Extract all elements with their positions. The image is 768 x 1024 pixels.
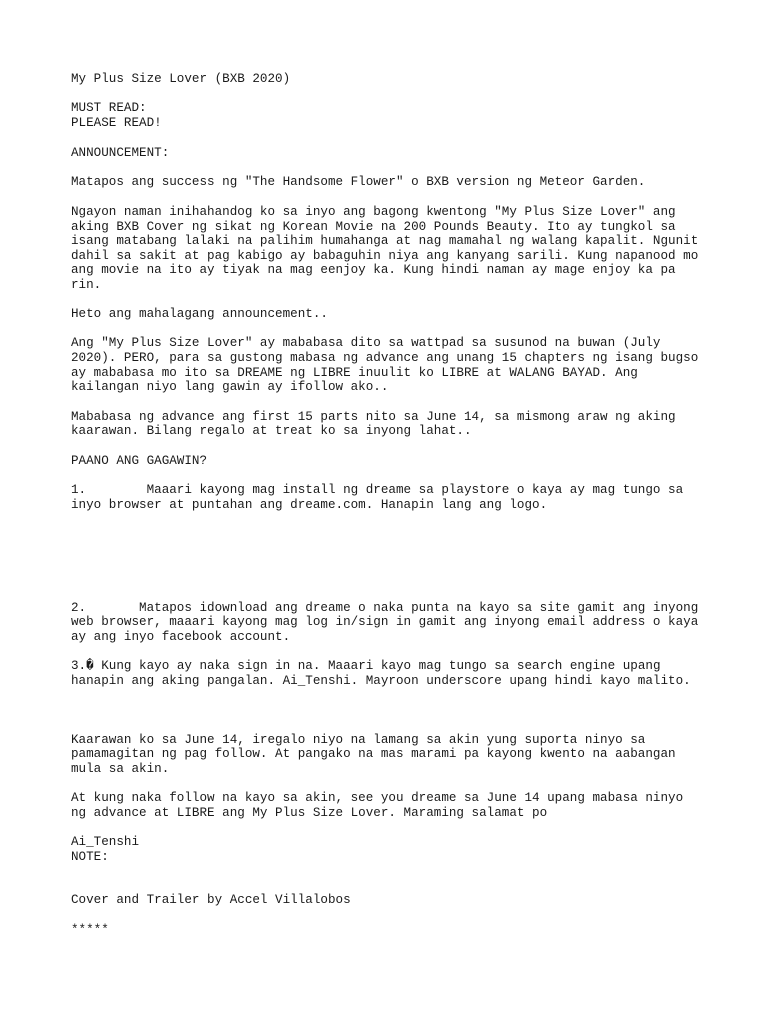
step-line: hanapin ang aking pangalan. Ai_Tenshi. Mayroon underscore upang hindi kayo malito. (71, 674, 691, 688)
paragraph-line: isang matabang lalaki na palihim humahanga at nag mamahal ng walang kapalit. Ngunit (71, 234, 699, 248)
paragraph-line: ng advance at LIBRE ang My Plus Size Lover. Maraming salamat po (71, 806, 548, 820)
note-label: NOTE: (71, 850, 109, 864)
paragraph-line: rin. (71, 278, 102, 292)
paragraph-line: ay mababasa mo ito sa DREAME ng LIBRE inuulit ko LIBRE at WALANG BAYAD. Ang (71, 366, 638, 380)
paragraph-line: Matapos ang success ng "The Handsome Flower" o BXB version ng Meteor Garden. (71, 175, 646, 189)
paragraph-line: 2020). PERO, para sa gustong mabasa ng advance ang unang 15 chapters ng isang bugso (71, 351, 699, 365)
paragraph-line: ang movie na ito ay tiyak na mag eenjoy ka. Kung hindi naman ay mage enjoy ka pa (71, 263, 676, 277)
paragraph-line: kaarawan. Bilang regalo at treat ko sa inyong lahat.. (71, 424, 472, 438)
author-signature: Ai_Tenshi (71, 835, 140, 849)
paragraph-line: Kaarawan ko sa June 14, iregalo niyo na lamang sa akin yung suporta ninyo sa (71, 733, 646, 747)
paragraph-line: pamamagitan ng pag follow. At pangako na mas marami pa kayong kwento na aabangan (71, 747, 676, 761)
paragraph-line: Ngayon naman inihahandog ko sa inyo ang bagong kwentong "My Plus Size Lover" ang (71, 205, 676, 219)
announcement-heading: ANNOUNCEMENT: (71, 146, 170, 160)
step-line: 3.� Kung kayo ay naka sign in na. Maaari kayo mag tungo sa search engine upang (71, 659, 661, 673)
paragraph-line: mula sa akin. (71, 762, 170, 776)
please-read-line: PLEASE READ! (71, 116, 162, 130)
paragraph-line: Mababasa ng advance ang first 15 parts nito sa June 14, sa mismong araw ng aking (71, 410, 676, 424)
step-line: inyo browser at puntahan ang dreame.com. Hanapin lang ang logo. (71, 498, 548, 512)
step-line: web browser, maaari kayong mag log in/sign in gamit ang inyong email address o kaya (71, 615, 699, 629)
step-line: ay ang inyo facebook account. (71, 630, 291, 644)
document-title: My Plus Size Lover (BXB 2020) (71, 72, 291, 86)
paragraph-line: Ang "My Plus Size Lover" ay mababasa dito sa wattpad sa susunod na buwan (July (71, 336, 661, 350)
paragraph-line: aking BXB Cover ng sikat ng Korean Movie na 200 Pounds Beauty. Ito ay tungkol sa (71, 220, 676, 234)
paragraph-line: dahil sa sakit at pag kabigo ay babaguhin niya ang kanyang sarili. Kung napanood mo (71, 249, 699, 263)
paano-heading: PAANO ANG GAGAWIN? (71, 454, 208, 468)
paragraph-line: At kung naka follow na kayo sa akin, see you dreame sa June 14 upang mabasa ninyo (71, 791, 684, 805)
must-read-line: MUST READ: (71, 101, 147, 115)
paragraph-line: kailangan niyo lang gawin ay ifollow ako.. (71, 380, 389, 394)
separator-line: ***** (71, 923, 109, 937)
step-line: 2. Matapos idownload ang dreame o naka punta na kayo sa site gamit ang inyong (71, 601, 699, 615)
step-line: 1. Maaari kayong mag install ng dreame sa playstore o kaya ay mag tungo sa (71, 483, 684, 497)
paragraph-line: Heto ang mahalagang announcement.. (71, 307, 328, 321)
credits-line: Cover and Trailer by Accel Villalobos (71, 893, 351, 907)
